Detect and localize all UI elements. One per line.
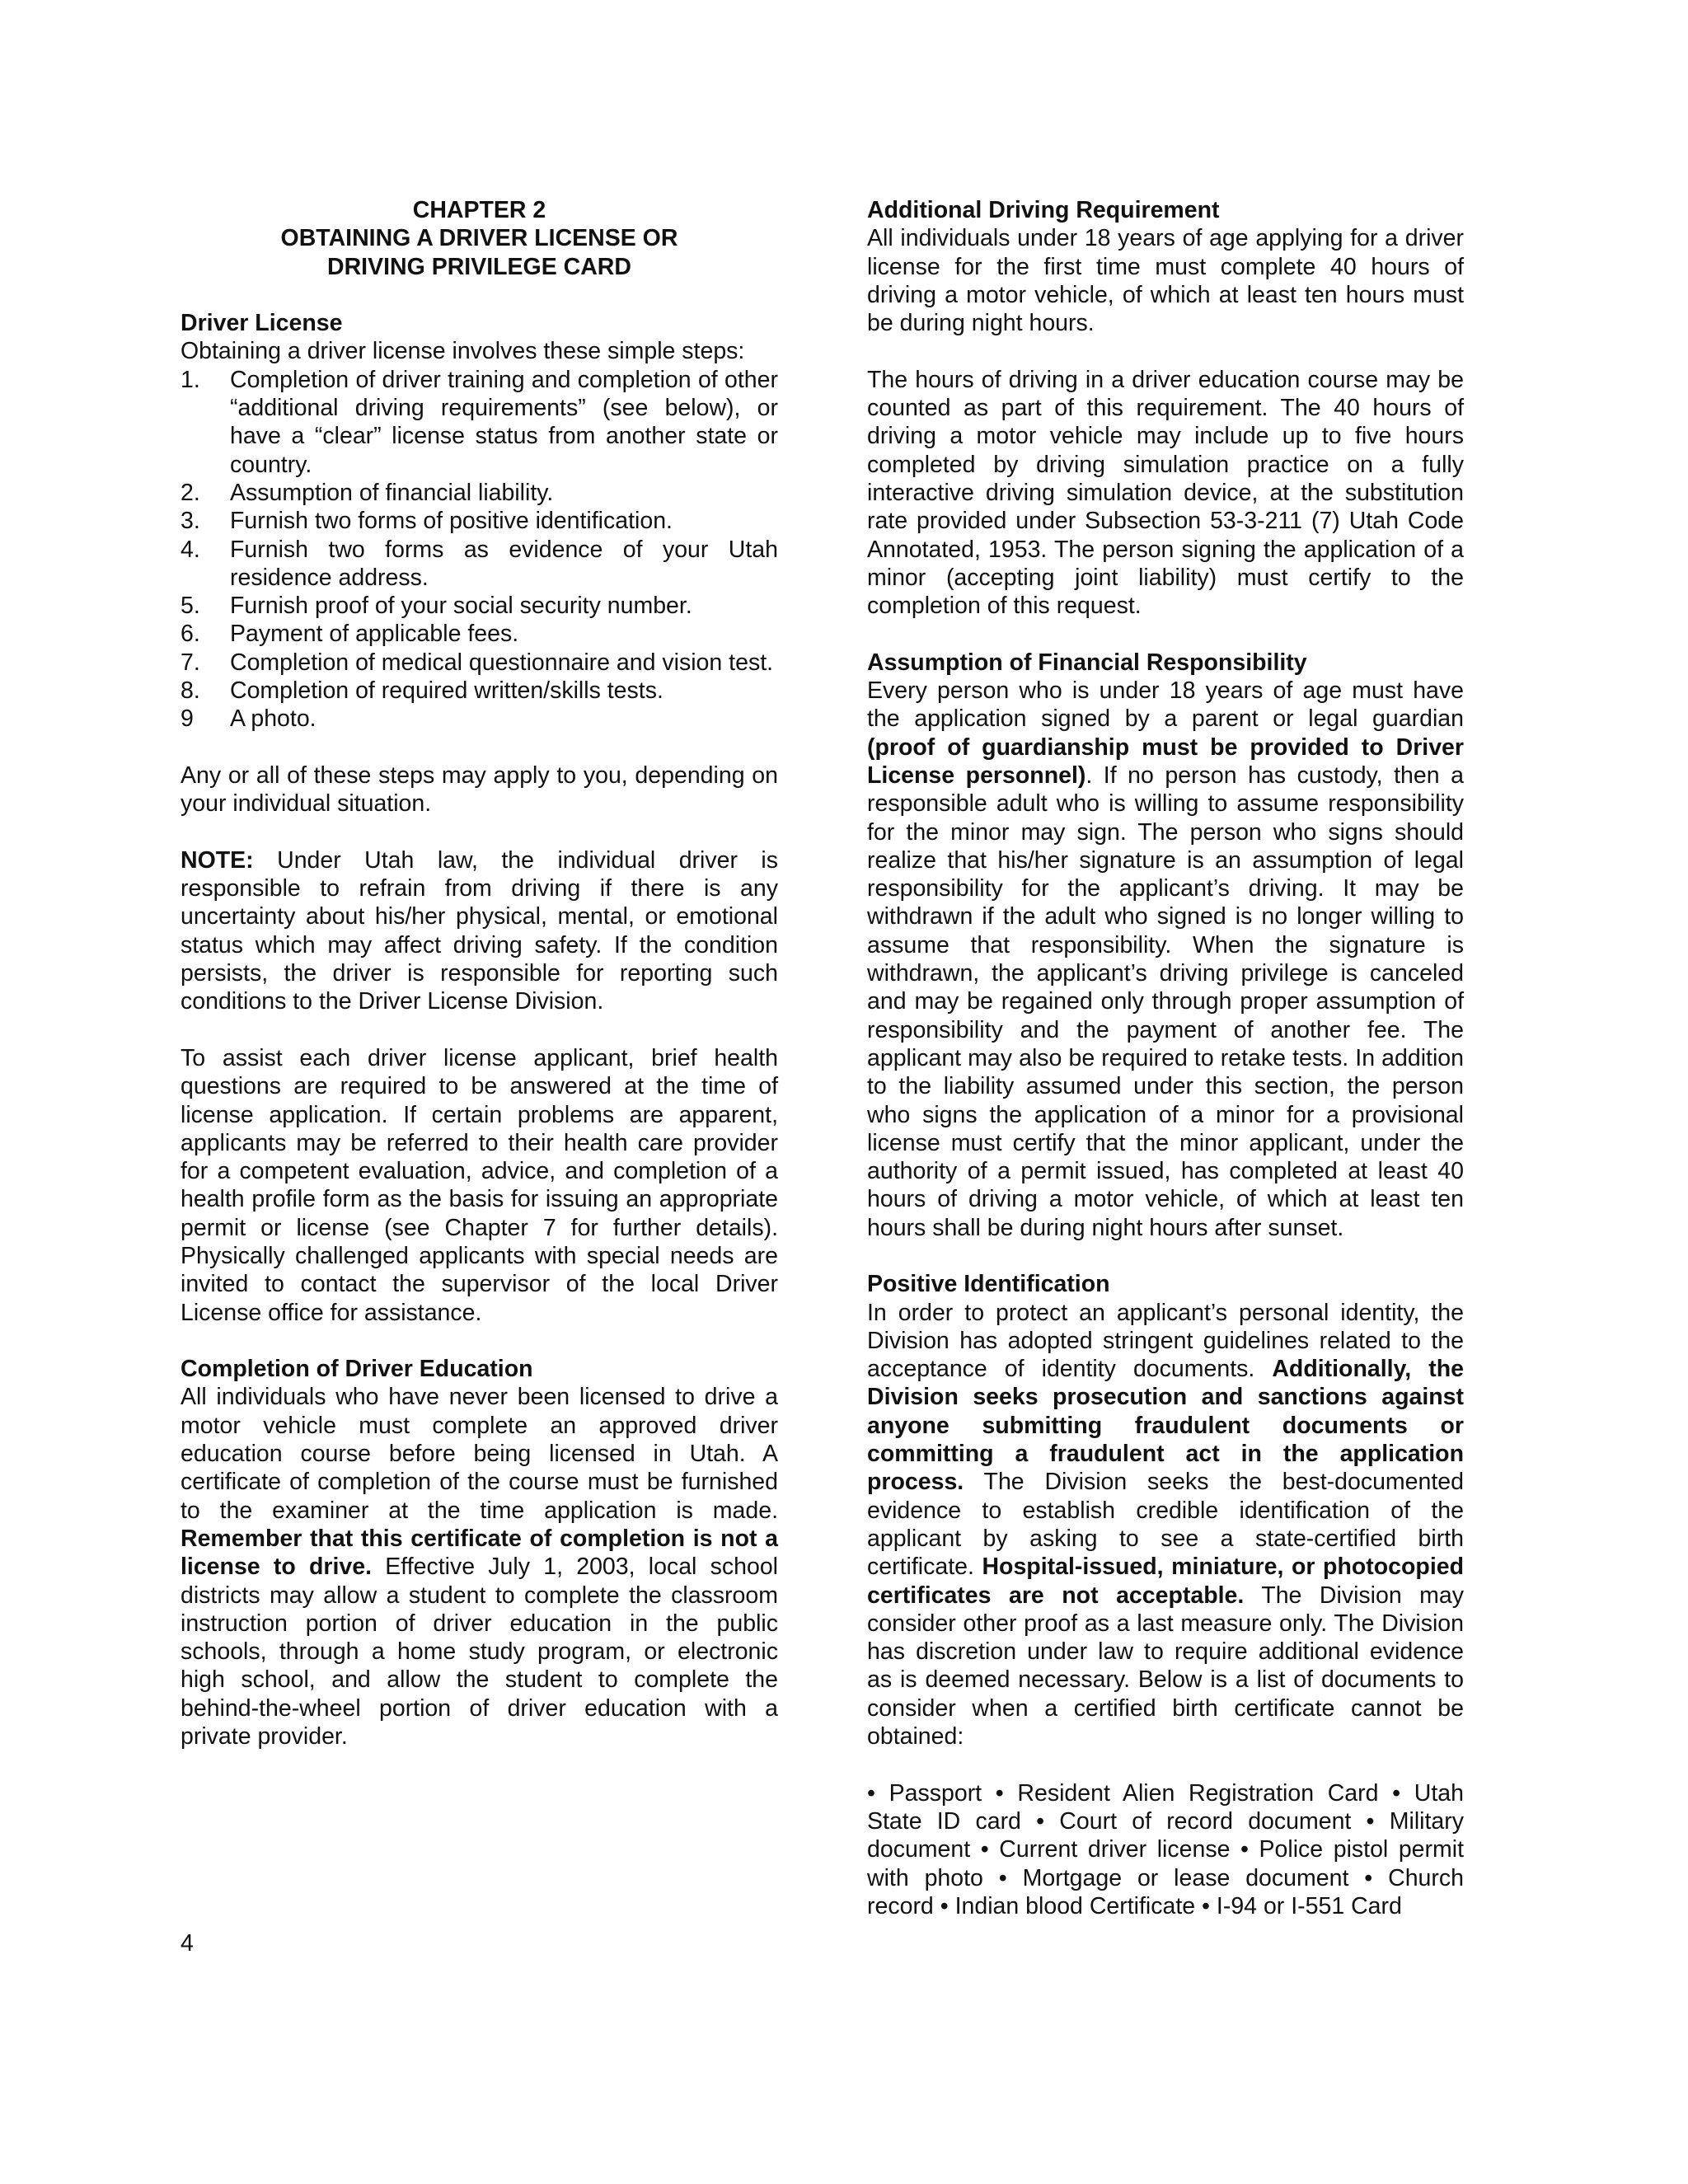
step-text: Payment of applicable fees. xyxy=(230,621,519,648)
step-number: 7. xyxy=(181,649,200,676)
step-text: Completion of driver training and completion of other “additional driving requirements” (see below), or have a “clear” license status from another state or country. xyxy=(230,366,778,478)
positive-identification-heading: Positive Identification xyxy=(867,1271,1110,1298)
step-item xyxy=(181,479,778,507)
step-number: 5. xyxy=(181,593,200,620)
steps-list xyxy=(181,366,778,733)
additional-driving-paragraph-1: All individuals under 18 years of age applying for a driver license for the first time must complete 40 hours of driving a motor vehicle, of which at least ten hours must be during night hours. xyxy=(867,225,1464,337)
driver-education-paragraph xyxy=(181,1383,778,1750)
note-text: Under Utah law, the individual driver is responsible to refrain from driving if there is any uncertainty about his/her physical, mental, or emotional status which may affect driving safety. If the condition persists, the driver is responsible for reporting such conditions to the Driver License Division. xyxy=(181,846,778,1015)
driver-license-heading: Driver License xyxy=(181,310,343,337)
step-item xyxy=(181,592,778,620)
step-item xyxy=(181,366,778,479)
driver-education-text-a: All individuals who have never been licensed to drive a motor vehicle must complete an approved driver education course before being licensed in Utah. A certificate of completion of the course must be furnished to the examiner at the time application is made. xyxy=(181,1384,778,1524)
identification-text-c: The Division may consider other proof as a last measure only. The Division has discretion under law to require additional evidence as is deemed necessary. Below is a list of documents to consider when a certified birth certificate cannot be obtained: xyxy=(867,1582,1465,1750)
step-number: 4. xyxy=(181,536,200,563)
step-text: Furnish two forms as evidence of your Utah residence address. xyxy=(230,536,778,591)
step-item xyxy=(181,649,778,677)
step-item xyxy=(181,620,778,648)
step-text: Furnish proof of your social security number. xyxy=(230,593,692,620)
step-text: Completion of medical questionnaire and vision test. xyxy=(230,649,774,676)
health-paragraph: To assist each driver license applicant, brief health questions are required to be answered at the time of license application. If certain problems are apparent, applicants may be referred to their health care provider for a competent evaluation, advice, and completion of a health profile form as the basis for issuing an appropriate permit or license (see Chapter 7 for further details). Physically challenged applicants with special needs are invited to contact the supervisor of the local Driver License office for assistance. xyxy=(181,1044,778,1326)
step-number: 3. xyxy=(181,508,200,535)
step-text: A photo. xyxy=(230,705,316,733)
chapter-title-line-2: DRIVING PRIVILEGE CARD xyxy=(327,253,631,280)
chapter-title-line-1: OBTAINING A DRIVER LICENSE OR xyxy=(280,225,678,252)
page-number: 4 xyxy=(181,1930,194,1957)
step-item xyxy=(181,536,778,593)
steps-apply-paragraph: Any or all of these steps may apply to you, depending on your individual situation. xyxy=(181,762,778,818)
note-label: NOTE: xyxy=(181,846,254,874)
step-item xyxy=(181,507,778,535)
positive-identification-paragraph xyxy=(867,1299,1464,1751)
identification-bold-b: Hospital-issued, miniature, or photocopied certificates are not acceptable. xyxy=(867,1554,1465,1609)
step-number: 9 xyxy=(181,705,194,733)
step-number: 2. xyxy=(181,479,200,506)
step-item xyxy=(181,677,778,705)
financial-responsibility-heading: Assumption of Financial Responsibility xyxy=(867,649,1307,676)
note-paragraph xyxy=(181,846,778,1016)
step-text: Furnish two forms of positive identification. xyxy=(230,508,673,535)
identification-text-b: The Division seeks the best-documented evidence to establish credible identification of the applicant by asking to see a state-certified birth certificate. xyxy=(867,1469,1464,1581)
financial-bold: (proof of guardianship must be provided to Driver License personnel) xyxy=(867,733,1464,789)
financial-text-a: Every person who is under 18 years of age must have the application signed by a parent or legal guardian xyxy=(867,677,1464,733)
financial-responsibility-paragraph xyxy=(867,677,1464,1242)
left-column xyxy=(181,196,778,1750)
driver-license-intro: Obtaining a driver license involves these simple steps: xyxy=(181,338,745,365)
chapter-number: CHAPTER 2 xyxy=(412,197,546,223)
step-number: 1. xyxy=(181,366,200,393)
step-item xyxy=(181,705,778,733)
right-column xyxy=(867,196,1464,1920)
additional-driving-paragraph-2: The hours of driving in a driver education course may be counted as part of this requirement. The 40 hours of driving a motor vehicle may include up to five hours completed by driving simulation practice on a fully interactive driving simulation device, at the substitution rate provided under Subsection 53-3-211 (7) Utah Code Annotated, 1953. The person signing the application of a minor (accepting joint liability) must certify to the completion of this request. xyxy=(867,366,1464,620)
additional-driving-heading: Additional Driving Requirement xyxy=(867,197,1220,223)
step-text: Assumption of financial liability. xyxy=(230,479,554,506)
step-number: 8. xyxy=(181,677,200,705)
step-number: 6. xyxy=(181,621,200,648)
driver-education-heading: Completion of Driver Education xyxy=(181,1356,533,1383)
identification-text-a: In order to protect an applicant’s personal identity, the Division has adopted stringent guidelines related to the acceptance of identity documents. xyxy=(867,1299,1464,1383)
identification-bold-a: Additionally, the Division seeks prosecution and sanctions against anyone submitting fraudulent documents or committing a fraudulent act in the application process. xyxy=(867,1356,1464,1496)
driver-education-text-b: Effective July 1, 2003, local school districts may allow a student to complete the classroom instruction portion of driver education in the public schools, through a home study program, or electronic high school, and allow the student to complete the behind-the-wheel portion of driver education with a private provider. xyxy=(181,1554,779,1750)
step-text: Completion of required written/skills tests. xyxy=(230,677,663,705)
identity-documents-list: • Passport • Resident Alien Registration Card • Utah State ID card • Court of record document • Military document • Current driver license • Police pistol permit with photo • Mortgage or lease document • Church record • Indian blood Certificate • I-94 or I-551 Card xyxy=(867,1779,1464,1919)
financial-text-b: . If no person has custody, then a responsible adult who is willing to assume responsibility for the minor may sign. The person who signs should realize that his/her signature is an assumption of legal responsibility for the applicant’s driving. It may be withdrawn if the adult who signed is no longer willing to assume that responsibility. When the signature is withdrawn, the applicant’s driving privilege is canceled and may be regained only through proper assumption of responsibility and the payment of another fee. The applicant may also be required to retake tests. In addition to the liability assumed under this section, the person who signs the application of a minor for a provisional license must certify that the minor applicant, under the authority of a permit issued, has completed at least 40 hours of driving a motor vehicle, of which at least ten hours shall be during night hours after sunset. xyxy=(867,762,1464,1241)
driver-education-bold: Remember that this certificate of completion is not a license to drive. xyxy=(181,1525,778,1581)
